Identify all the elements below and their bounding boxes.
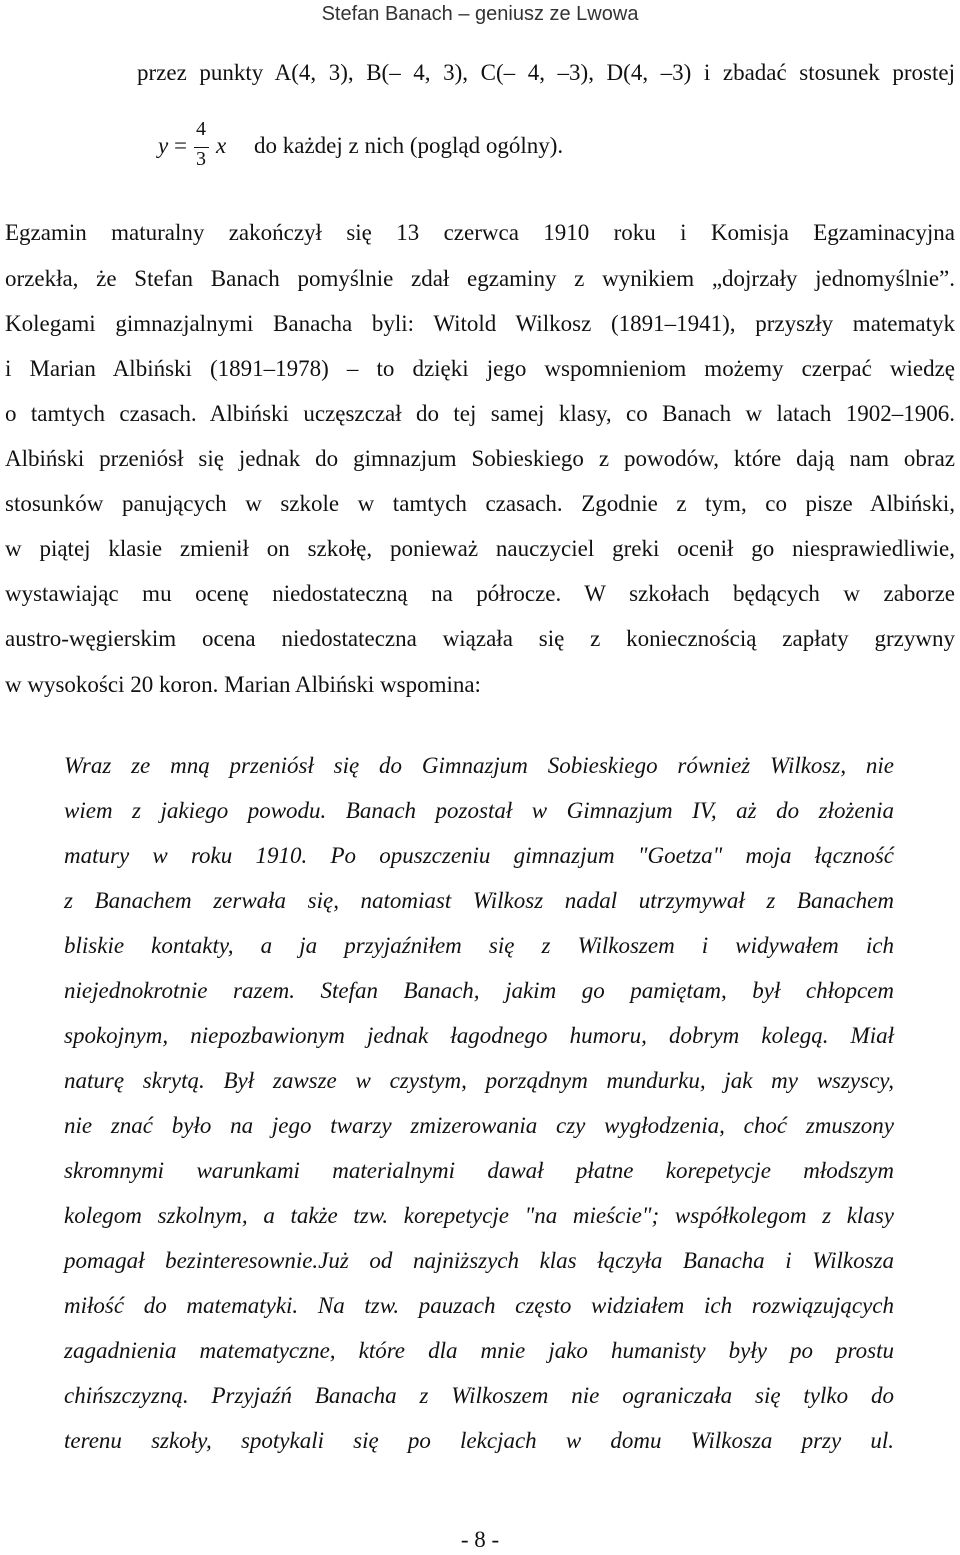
quote-line: naturę skrytą. Był zawsze w czystym, porządnym mundurku, jak my wszyscy, [64, 1068, 894, 1093]
formula-denominator: 3 [196, 148, 206, 170]
formula-x: x [216, 133, 227, 158]
quote-line: terenu szkoły, spotykali się po lekcjach w domu Wilkosza przy ul. [64, 1428, 894, 1453]
quote-line: matury w roku 1910. Po opuszczeniu gimnazjum "Goetza" moja łączność [64, 843, 894, 868]
formula-line [158, 118, 958, 178]
formula-text: do każdej z nich (pogląd ogólny). [254, 133, 564, 158]
quote-line: zagadnienia matematyczne, które dla mnie jako humanisty były po prostu [64, 1338, 894, 1363]
paragraph-line: orzekła, że Stefan Banach pomyślnie zdał egzaminy z wynikiem „dojrzały jednomyślnie”. [5, 266, 955, 291]
page-number: - 8 - [460, 1527, 500, 1552]
quote-line: kolegom szkolnym, a także tzw. korepetycje "na mieście"; współkolegom z klasy [64, 1203, 894, 1228]
paragraph-line: wystawiając mu ocenę niedostateczną na półrocze. W szkołach będących w zaborze [5, 581, 955, 606]
quote-line: pomagał bezinteresownie.Już od najniższych klas łączyła Banacha i Wilkosza [64, 1248, 894, 1273]
paragraph-line: stosunków panujących w szkole w tamtych czasach. Zgodnie z tym, co pisze Albiński, [5, 491, 955, 516]
paragraph-line: Egzamin maturalny zakończył się 13 czerwca 1910 roku i Komisja Egzaminacyjna [5, 220, 955, 245]
quote-line: chińszczyzną. Przyjaźń Banacha z Wilkoszem nie ograniczała się tylko do [64, 1383, 894, 1408]
paragraph-line: w wysokości 20 koron. Marian Albiński wspomina: [5, 672, 481, 697]
formula-numerator: 4 [196, 118, 206, 140]
quote-line: bliskie kontakty, a ja przyjaźniłem się z Wilkoszem i widywałem ich [64, 933, 894, 958]
intro-line: przez punkty A(4, 3), B(– 4, 3), C(– 4, –3), D(4, –3) i zbadać stosunek prostej [137, 60, 955, 85]
paragraph-line: austro-węgierskim ocena niedostateczna wiązała się z koniecznością zapłaty grzywny [5, 626, 955, 651]
quote-line: Wraz ze mną przeniósł się do Gimnazjum Sobieskiego również Wilkosz, nie [64, 753, 894, 778]
paragraph-line: Albiński przeniósł się jednak do gimnazjum Sobieskiego z powodów, które dają nam obraz [5, 446, 955, 471]
formula-equals: = [174, 133, 187, 158]
quote-line: miłość do matematyki. Na tzw. pauzach często widziałem ich rozwiązujących [64, 1293, 894, 1318]
quote-line: spokojnym, niepozbawionym jednak łagodnego humoru, dobrym kolegą. Miał [64, 1023, 894, 1048]
paragraph-line: Kolegami gimnazjalnymi Banacha byli: Witold Wilkosz (1891–1941), przyszły matematyk [5, 311, 955, 336]
quote-line: z Banachem zerwała się, natomiast Wilkosz nadal utrzymywał z Banachem [64, 888, 894, 913]
quote-line: niejednokrotnie razem. Stefan Banach, jakim go pamiętam, był chłopcem [64, 978, 894, 1003]
quote-line: skromnymi warunkami materialnymi dawał płatne korepetycje młodszym [64, 1158, 894, 1183]
paragraph-line: i Marian Albiński (1891–1978) – to dzięki jego wspomnieniom możemy czerpać wiedzę [5, 356, 955, 381]
quote-line: wiem z jakiego powodu. Banach pozostał w Gimnazjum IV, aż do złożenia [64, 798, 894, 823]
formula-y: y [158, 133, 169, 158]
quote-line: nie znać było na jego twarzy zmizerowania czy wygłodzenia, choć zmuszony [64, 1113, 894, 1138]
paragraph-line: o tamtych czasach. Albiński uczęszczał do tej samej klasy, co Banach w latach 1902–1906. [5, 401, 955, 426]
running-header: Stefan Banach – geniusz ze Lwowa [321, 3, 639, 25]
paragraph-line: w piątej klasie zmienił on szkołę, ponieważ nauczyciel greki ocenił go niesprawiedliwie, [5, 536, 955, 561]
